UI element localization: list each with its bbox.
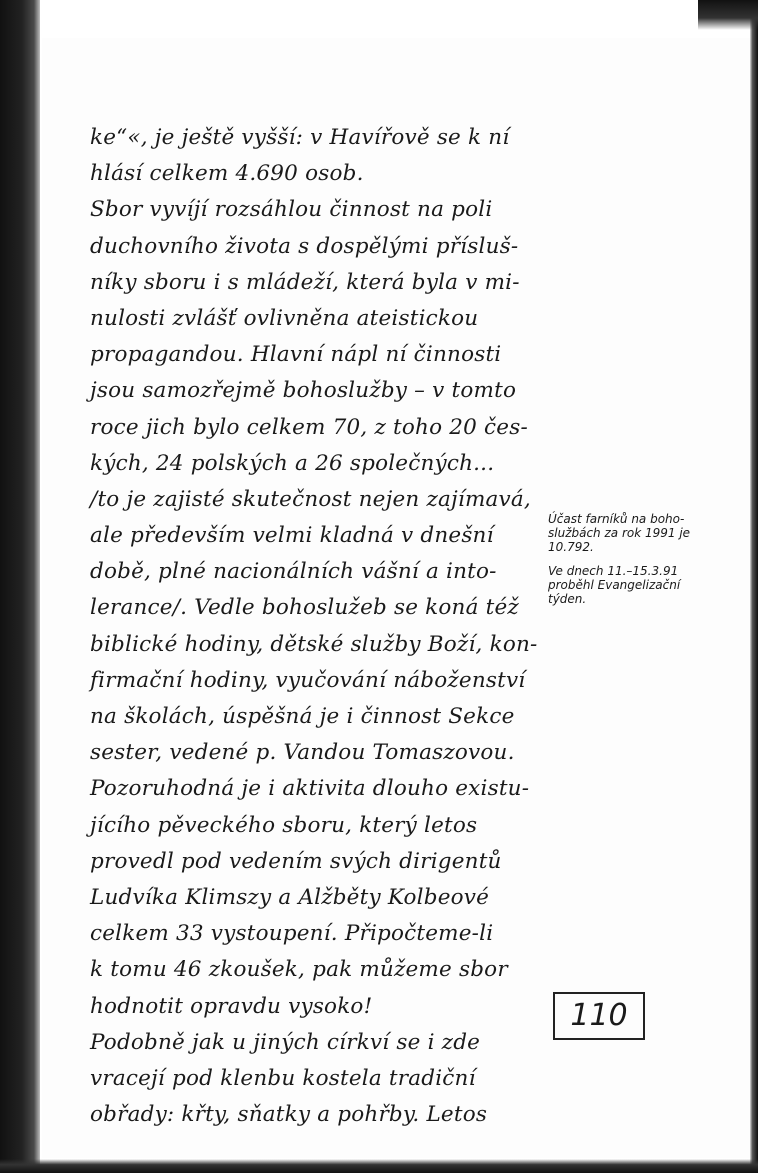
text-line: propagandou. Hlavní nápl ní činnosti bbox=[90, 342, 502, 368]
note-line: službách za rok 1991 je bbox=[548, 526, 691, 540]
text-line: roce jich bylo celkem 70, z toho 20 čes- bbox=[90, 414, 528, 440]
text-line: Podobně jak u jiných církví se i zde bbox=[90, 1029, 481, 1055]
text-line: nulosti zvlášť ovlivněna ateistickou bbox=[90, 305, 479, 331]
text-line: hodnotit opravdu vysoko! bbox=[90, 993, 373, 1019]
text-line: k tomu 46 zkoušek, pak můžeme sbor bbox=[90, 957, 508, 983]
text-line: jícího pěveckého sboru, který letos bbox=[90, 812, 478, 838]
margin-notes bbox=[548, 512, 738, 616]
text-line: ke“«, je ještě vyšší: v Havířově se k ní bbox=[90, 125, 510, 150]
page-number: 110 bbox=[553, 992, 645, 1040]
note-line: Účast farníků na boho- bbox=[548, 512, 685, 526]
scan-edge-bottom bbox=[0, 1159, 758, 1173]
margin-note-attendance bbox=[548, 512, 738, 554]
text-line: Ludvíka Klimszy a Alžběty Kolbeové bbox=[90, 884, 490, 910]
text-line: firmační hodiny, vyučování náboženství bbox=[90, 667, 526, 693]
text-line: době, plné nacionálních vášní a into- bbox=[90, 559, 497, 585]
text-line: lerance/. Vedle bohoslužeb se koná též bbox=[90, 595, 519, 621]
text-line: jsou samozřejmě bohoslužby – v tomto bbox=[90, 378, 517, 404]
handwritten-body-text bbox=[90, 120, 550, 1133]
note-line: týden. bbox=[548, 592, 587, 606]
text-line: /to je zajisté skutečnost nejen zajímavá, bbox=[90, 486, 531, 512]
text-line: sester, vedené p. Vandou Tomaszovou. bbox=[90, 740, 515, 766]
scan-edge-right bbox=[750, 0, 758, 1173]
text-line: níky sboru i s mládeží, která byla v mi- bbox=[90, 269, 520, 295]
text-line: provedl pod vedením svých dirigentů bbox=[90, 848, 502, 874]
text-line: Sbor vyvíjí rozsáhlou činnost na poli bbox=[90, 197, 493, 223]
text-line: biblické hodiny, dětské služby Boží, kon- bbox=[90, 631, 538, 657]
text-line: celkem 33 vystoupení. Připočteme-li bbox=[90, 921, 494, 947]
text-line: vracejí pod klenbu kostela tradiční bbox=[90, 1065, 476, 1091]
margin-note-evangelization-week bbox=[548, 564, 738, 606]
note-line: proběhl Evangelizační bbox=[548, 578, 681, 592]
text-line: ale především velmi kladná v dnešní bbox=[90, 523, 494, 549]
scan-edge-top-right bbox=[698, 0, 758, 30]
text-line: hlásí celkem 4.690 osob. bbox=[90, 161, 364, 187]
note-line: Ve dnech 11.–15.3.91 bbox=[548, 564, 679, 578]
scan-edge-left bbox=[0, 0, 40, 1173]
text-line: Pozoruhodná je i aktivita dlouho existu- bbox=[90, 776, 530, 802]
text-line: na školách, úspěšná je i činnost Sekce bbox=[90, 704, 515, 729]
text-line: duchovního života s dospělými přísluš- bbox=[90, 233, 519, 259]
text-line: obřady: křty, sňatky a pohřby. Letos bbox=[90, 1102, 488, 1128]
text-line: kých, 24 polských a 26 společných... bbox=[90, 450, 495, 476]
note-line: 10.792. bbox=[548, 540, 594, 554]
